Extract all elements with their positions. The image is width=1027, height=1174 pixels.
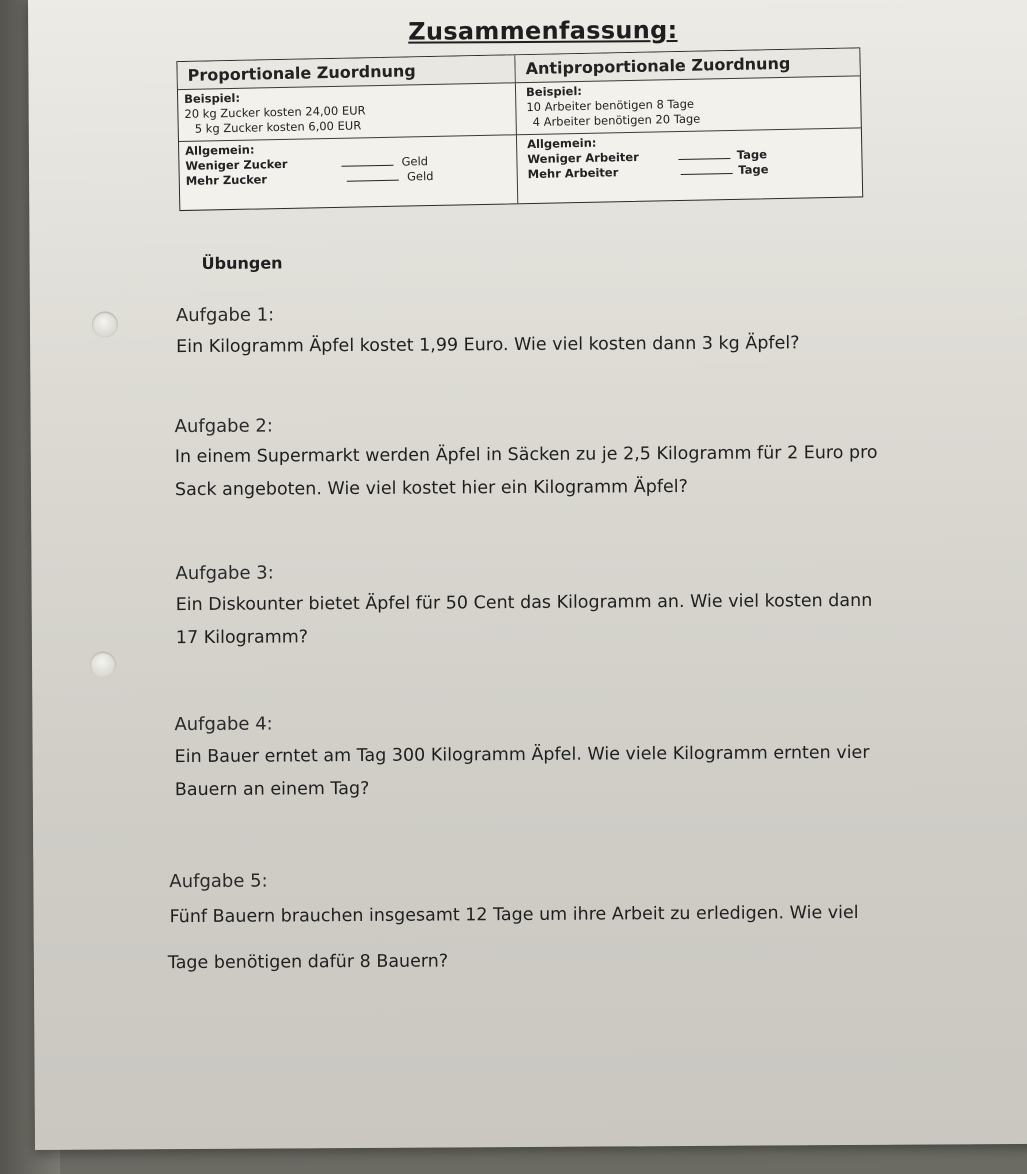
proportional-rule-1-left: Weniger Zucker bbox=[185, 156, 288, 173]
antiproportional-example-line-2: 4 Arbeiter benötigen 20 Tage bbox=[532, 111, 701, 129]
proportional-general-label: Allgemein: bbox=[185, 142, 255, 158]
punch-hole bbox=[90, 651, 116, 677]
blank-line bbox=[347, 180, 399, 182]
table-header-antiproportional: Antiproportionale Zuordnung bbox=[515, 48, 859, 83]
summary-table bbox=[176, 47, 863, 211]
worksheet-paper bbox=[28, 0, 1027, 1150]
proportional-rule-2-left: Mehr Zucker bbox=[185, 172, 268, 188]
task-2-heading: Aufgabe 2: bbox=[174, 415, 273, 438]
antiproportional-general-cell bbox=[517, 128, 862, 203]
blank-line bbox=[680, 173, 732, 175]
task-5-text-line-1: Fünf Bauern brauchen insgesamt 12 Tage um ihre Arbeit zu erledigen. Wie viel bbox=[169, 902, 859, 928]
proportional-rule-2-right: Geld bbox=[406, 168, 434, 184]
antiproportional-general-label: Allgemein: bbox=[526, 135, 597, 152]
task-2-text-line-2: Sack angeboten. Wie viel kostet hier ein Kilogramm Äpfel? bbox=[174, 476, 688, 501]
task-4-heading: Aufgabe 4: bbox=[174, 713, 273, 736]
task-4-text-line-1: Ein Bauer erntet am Tag 300 Kilogramm Äpfel. Wie viele Kilogramm ernten vier bbox=[174, 742, 870, 768]
task-3-text-line-1: Ein Diskounter bietet Äpfel für 50 Cent das Kilogramm an. Wie viel kosten dann bbox=[175, 590, 873, 616]
task-2-text-line-1: In einem Supermarkt werden Äpfel in Säcken zu je 2,5 Kilogramm für 2 Euro pro bbox=[174, 442, 878, 468]
antiproportional-rule-1-left: Weniger Arbeiter bbox=[527, 149, 639, 167]
antiproportional-example-label: Beispiel: bbox=[525, 83, 583, 100]
task-1-heading: Aufgabe 1: bbox=[175, 304, 275, 327]
proportional-example-cell bbox=[178, 83, 517, 142]
table-header-proportional: Proportionale Zuordnung bbox=[177, 55, 515, 90]
blank-line bbox=[679, 158, 731, 160]
proportional-example-line-1: 20 kg Zucker kosten 24,00 EUR bbox=[184, 103, 366, 121]
antiproportional-example-cell bbox=[516, 76, 861, 135]
punch-hole bbox=[92, 311, 118, 337]
antiproportional-rule-2-left: Mehr Arbeiter bbox=[527, 165, 619, 182]
proportional-rule-1-right: Geld bbox=[401, 154, 429, 169]
task-4-text-line-2: Bauern an einem Tag? bbox=[174, 778, 370, 801]
blank-line bbox=[342, 165, 394, 167]
task-5-heading: Aufgabe 5: bbox=[169, 870, 268, 893]
task-5-text-line-2: Tage benötigen dafür 8 Bauern? bbox=[167, 951, 449, 974]
proportional-example-line-2: 5 kg Zucker kosten 6,00 EUR bbox=[194, 118, 362, 136]
antiproportional-example-line-1: 10 Arbeiter benötigen 8 Tage bbox=[526, 96, 695, 115]
antiproportional-rule-2-right: Tage bbox=[738, 162, 769, 177]
antiproportional-rule-1-right: Tage bbox=[736, 147, 768, 162]
proportional-example-label: Beispiel: bbox=[183, 90, 241, 106]
task-3-heading: Aufgabe 3: bbox=[175, 562, 274, 585]
task-1-text: Ein Kilogramm Äpfel kostet 1,99 Euro. Wie viel kosten dann 3 kg Äpfel? bbox=[176, 333, 800, 358]
section-heading: Übungen bbox=[201, 253, 283, 273]
task-3-text-line-2: 17 Kilogramm? bbox=[175, 627, 309, 649]
proportional-general-cell bbox=[179, 135, 518, 210]
page-title: Zusammenfassung: bbox=[408, 16, 678, 46]
